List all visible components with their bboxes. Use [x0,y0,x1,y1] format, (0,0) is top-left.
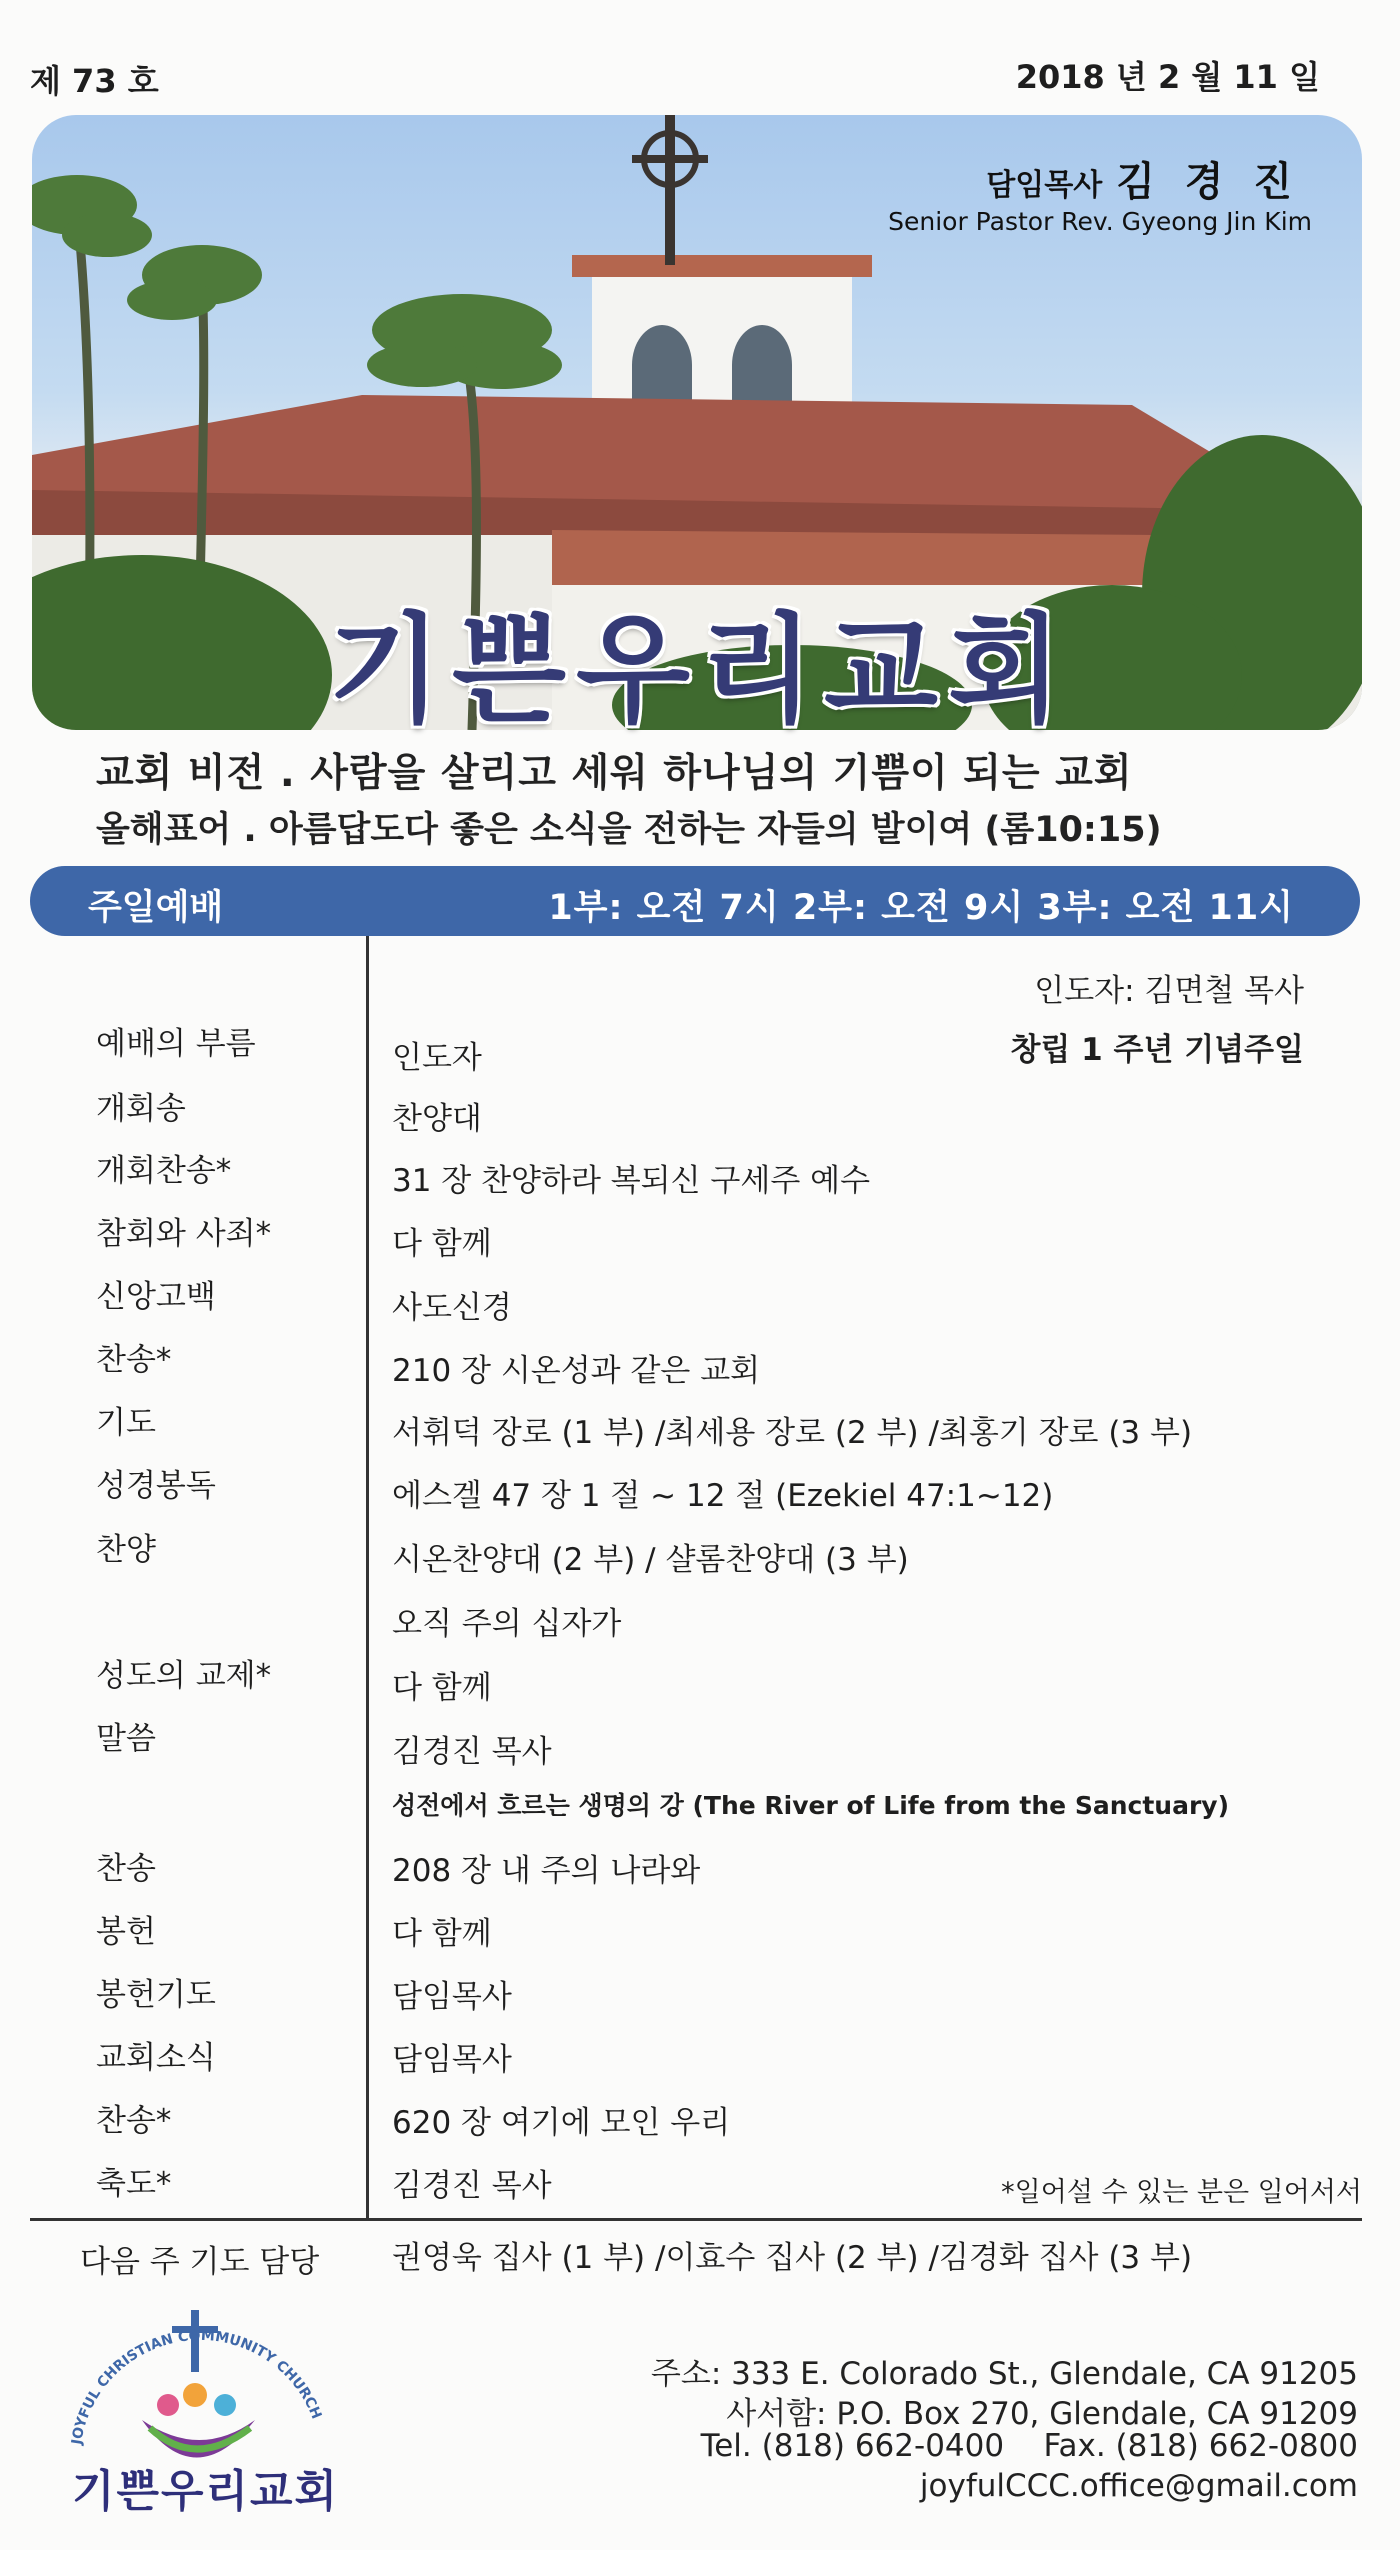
next-week-prayer-value: 권영욱 집사 (1 부) /이효수 집사 (2 부) /김경화 집사 (3 부) [392,2240,1193,2276]
order-value: 김경진 목사 [392,1734,552,1770]
address: 주소: 333 E. Colorado St., Glendale, CA 91205 [650,2356,1358,2392]
order-value: 620 장 여기에 모인 우리 [392,2105,731,2141]
year-motto: 올해표어 . 아름답도다 좋은 소식을 전하는 자들의 발이여 (롬10:15) [96,810,1162,850]
logo-arc-text: JOYFUL CHRISTIAN COMMUNITY CHURCH [69,2327,325,2446]
phone-fax: Tel. (818) 662-0400 Fax. (818) 662-0800 [700,2428,1358,2464]
order-label: 말씀 [96,1721,156,1757]
order-label: 찬양 [96,1532,156,1568]
order-label: 참회와 사죄* [96,1216,272,1252]
order-label: 성도의 교제* [96,1658,272,1694]
order-value: 210 장 시온성과 같은 교회 [392,1353,761,1389]
church-name-title: 기쁜우리교회 [328,601,1072,739]
pastor-title: 담임목사 [986,168,1103,203]
issue-number: 제 73 호 [30,62,159,100]
order-value: 담임목사 [392,1979,512,2015]
church-vision: 교회 비전 . 사람을 살리고 세워 하나님의 기쁨이 되는 교회 [96,751,1133,796]
occasion-label: 창립 1 주년 기념주일 [1010,1032,1304,1068]
logo-figure-icon [157,2394,179,2416]
order-value: 담임목사 [392,2042,512,2078]
pastor-english-name: Senior Pastor Rev. Gyeong Jin Kim [888,207,1312,236]
order-label: 신앙고백 [96,1279,216,1315]
order-label: 개회찬송* [96,1153,232,1189]
order-value: 208 장 내 주의 나라와 [392,1853,701,1889]
order-value: 다 함께 [392,1670,492,1706]
anthem-title: 오직 주의 십자가 [392,1606,622,1642]
order-value: 찬양대 [392,1101,482,1137]
order-label: 개회송 [96,1091,186,1127]
order-value: 다 함께 [392,1226,492,1262]
order-value: 사도신경 [392,1290,512,1326]
bulletin-date: 2018 년 2 월 11 일 [1015,58,1320,96]
service-times: 1부: 오전 7시 2부: 오전 9시 3부: 오전 11시 [548,888,1294,928]
order-label: 찬송 [96,1851,156,1887]
service-header-bar [30,866,1360,936]
order-label: 기도 [96,1405,156,1441]
order-value: 김경진 목사 [392,2168,552,2204]
standing-note: *일어설 수 있는 분은 일어서서 [1001,2177,1362,2208]
order-label: 교회소식 [96,2040,216,2076]
order-value: 시온찬양대 (2 부) / 샬롬찬양대 (3 부) [392,1542,909,1578]
order-value: 다 함께 [392,1916,492,1952]
sermon-title: 성전에서 흐르는 생명의 강 (The River of Life from the Sanctuary) [392,1791,1230,1820]
service-title: 주일예배 [88,888,224,928]
order-label: 봉헌기도 [96,1977,216,2013]
column-divider [366,936,369,2221]
order-label: 예배의 부름 [96,1026,256,1062]
order-label: 찬송* [96,1342,172,1378]
order-value: 31 장 찬양하라 복되신 구세주 예수 [392,1163,871,1199]
pastor-korean-name: 김 경 진 [1116,159,1300,205]
order-label: 성경봉독 [96,1468,216,1504]
section-divider [30,2218,1362,2221]
order-label: 찬송* [96,2103,172,2139]
order-value: 서휘덕 장로 (1 부) /최세용 장로 (2 부) /최홍기 장로 (3 부) [392,1415,1193,1451]
order-label: 축도* [96,2166,172,2202]
order-value: 인도자 [392,1040,482,1076]
po-box: 사서함: P.O. Box 270, Glendale, CA 91209 [726,2396,1358,2432]
next-week-prayer-label: 다음 주 기도 담당 [80,2244,320,2280]
pastor-name [986,150,1300,207]
worship-leader: 인도자: 김면철 목사 [1034,973,1304,1009]
email-link[interactable]: joyfulCCC.office@gmail.com [919,2468,1358,2504]
logo-church-name: 기쁜우리교회 [72,2466,340,2517]
order-label: 봉헌 [96,1914,156,1950]
order-value: 에스겔 47 장 1 절 ~ 12 절 (Ezekiel 47:1~12) [392,1478,1054,1514]
